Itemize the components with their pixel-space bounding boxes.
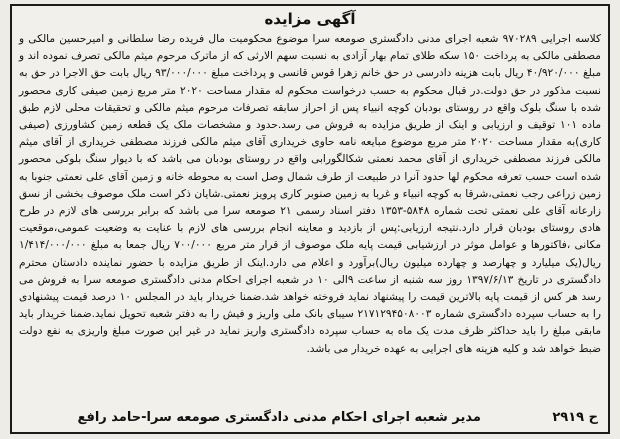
notice-title: آگهی مزایده xyxy=(264,10,356,28)
auction-notice xyxy=(10,4,610,434)
notice-body: کلاسه اجرایی ۹۷۰۲۸۹ شعبه اجرای مدنی دادگستری صومعه سرا موضوع محکومیت مال فریده رضا سلطانی و امیرحسین مالکی و مصطفی مالکی به پرداخت ۱۵۰ سکه طلای تمام بهار آزادی به نسبت سهم الارثی که از ماترک مرحوم میثم مالکی تصرف نموده اند و مبلغ ۴۰/۹۲۰/۰۰۰ ریال بابت هزینه دادرسی در حق خانم زهرا قوس قانسی و پرداخت مبلغ ۹۳/۰۰۰/۰۰۰ ریال بابت حق الاجرا در حق به نسبت مذکور در حق دولت.در قبال محکوم به حسب درخواست محکوم له مقدار مساحت ۲۰۲۰ متر مربع زمین صیفی کاری محصور شده با سنگ بلوک واقع در روستای بودبان کوچه انبیاء پس از احراز سابقه تصرفات مرحوم میثم مالکی و تحقیقات محلی لازم طبق ماده ۱۰۱ توقیف و ارزیابی و اینک از طریق مزایده به فروش می رسد.حدود و مشخصات ملک یک قطعه زمین کشاورزی (صیفی کاری)به مقدار مساحت ۲۰۲۰ متر مربع موضوع مبایعه نامه حاوی خریداری آقای میثم مالکی فرزند مصطفی خریداری از آقای میثم مالکی فرزند مصطفی خریداری از آقای محمد نعمتی شکالگورابی واقع در روستای بودبان می باشد که با دیوار سنگ بلوکی محصور شده است حسب تعرفه محکوم لها حدود آنرا در طبیعت از طرف شمال وصل است به محوطه خانه و زمین آقای علی نعمتی جنوبا به زمین زراعی رجب نعمتی،شرقا به کوچه انبیاء و غربا به زمین صنوبر کاری پرویز نعمتی.شایان ذکر است ملک موصوف بخشی از نسق زارعانه آقای علی نعمتی تحت شماره ۵۸۴۸-۱۳۵۳ دفتر اسناد رسمی ۲۱ صومعه سرا می باشد که برابر بررسی های لازم در طرح هادی روستای بودبان قرار دارد.نتیجه ارزیابی:پس از بازدید و معاینه انجام بررسی های لازم با عنایت به وضعیت عمومی،موقعیت مکانی ،فاکتورها و عوامل موثر در ارزشیابی قیمت پایه ملک موصوف از قرار متر مربع ۷۰۰/۰۰۰ ریال جمعا به مبلغ ۱/۴۱۴/۰۰۰/۰۰۰ ریال(یک میلیارد و چهارصد و چهارده میلیون ریال)برآورد و اعلام می دارد.اینک از طریق مزایده با حضور نماینده دادستان محترم دادگستری در تاریخ ۱۳۹۷/۶/۱۳ روز سه شنبه از ساعت ۹الی ۱۰ در شعبه اجرای احکام مدنی دادگستری صومعه سرا به فروش می رسد هر کس از قیمت پایه بالاترین قیمت را پیشنهاد نماید فروخته خواهد شد.ضمنا خریدار باید در المجلس ۱۰ درصد قیمت پیشنهادی را به حساب سپرده دادگستری شماره ۲۱۷۱۲۹۴۵۰۸۰۰۳ سیبای بانک ملی واریز و فیش را به دفتر شعبه تحویل نماید.ضمنا خریدار باید مابقی مبلغ را باید حداکثر ظرف مدت یک ماه به حساب سپرده دادگستری واریز نماید در غیر این صورت مبلغ واریزی به نفع دولت ضبط خواهد شد و کلیه هزینه های اجرایی به عهده خریدار می باشد. xyxy=(19,33,601,355)
notice-footer xyxy=(12,406,608,428)
notice-code: ح ۲۹۱۹ xyxy=(552,409,598,425)
notice-signature: مدیر شعبه اجرای احکام مدنی دادگستری صومعه سرا-حامد رافع xyxy=(77,409,481,425)
